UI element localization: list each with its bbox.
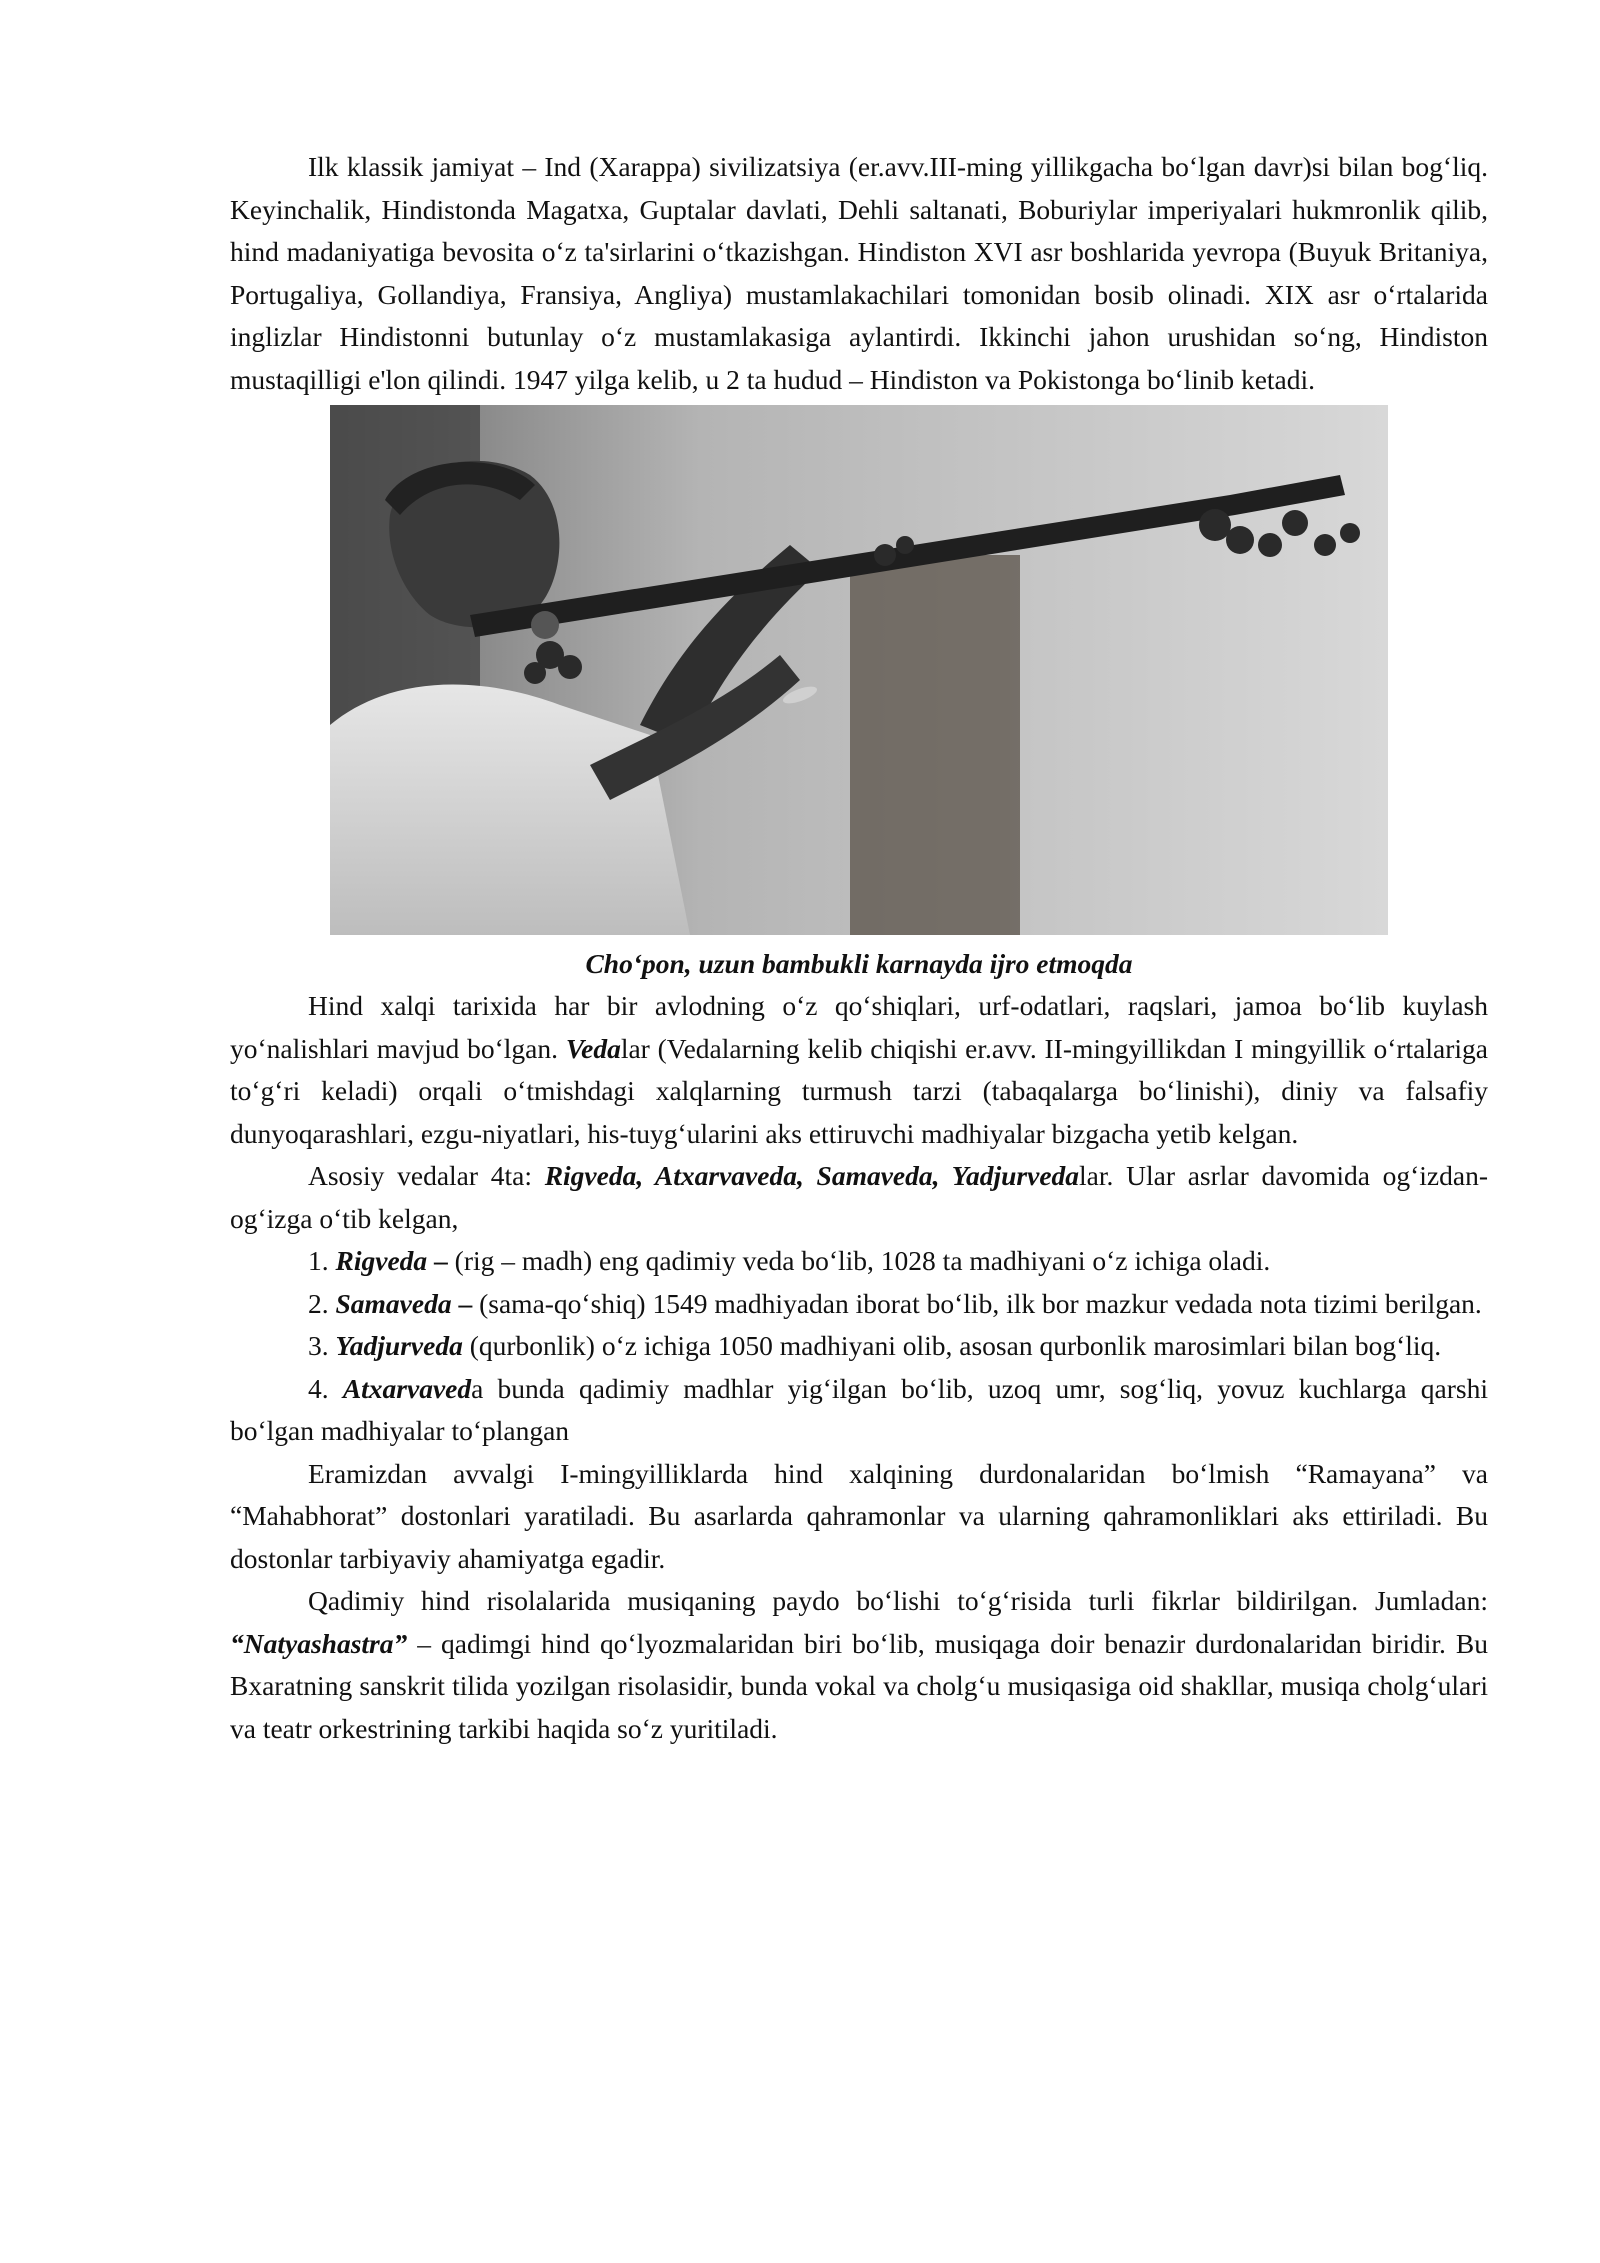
paragraph-main-vedas [230, 1155, 1488, 1240]
vedas-intro-rest: lar (Vedalarning kelib chiqishi er.avv. II-mingyillikdan I mingyillik o‘rtalariga to‘g‘ri keladi) orqali o‘tmishdagi xalqlarning turmush tarzi (tabaqalarga bo‘linishi), diniy va falsafiy dunyoqarashlari, ezgu-niyatlari, his-tuyg‘ularini aks ettiruvchi madhiyalar bizgacha yetib kelgan. [230, 1032, 1488, 1149]
list-number: 2. [308, 1287, 336, 1319]
list-item-rigveda [230, 1240, 1488, 1283]
yadjurveda-term: Yadjurveda [335, 1330, 463, 1361]
main-vedas-list: Rigveda, Atxarvaveda, Samaveda, Yadjurveda [544, 1160, 1080, 1191]
list-item-samaveda [230, 1283, 1488, 1326]
shepherd-photo [330, 405, 1388, 935]
list-item-atxarvaveda [230, 1368, 1488, 1453]
yadjurveda-description: (qurbonlik) o‘z ichiga 1050 madhiyani olib, asosan qurbonlik marosimlari bilan bog‘liq. [462, 1330, 1442, 1361]
list-item-yadjurveda [230, 1325, 1488, 1368]
shepherd-photo-illustration [330, 405, 1388, 935]
vedas-intro-text: Hind xalqi tarixida har bir avlodning o‘z qo‘shiqlari, urf-odatlari, raqslari, jamoa bo‘lib kuylash yo‘nalishlari mavjud bo‘lgan. [230, 990, 1488, 1064]
paragraph-treatises [230, 1580, 1488, 1750]
main-vedas-text: Asosiy vedalar 4ta: [308, 1160, 545, 1191]
paragraph-epics: Eramizdan avvalgi I-mingyilliklarda hind xalqining durdonalaridan bo‘lmish “Ramayana” va “Mahabhorat” dostonlari yaratiladi. Bu asarlarda qahramonlar va ularning qahramonliklari aks ettiriladi. Bu dostonlar tarbiyaviy ahamiyatga egadir. [230, 1457, 1488, 1574]
paragraph-vedas-intro [230, 985, 1488, 1155]
treatises-rest: – qadimgi hind qo‘lyozmalaridan biri bo‘lib, musiqaga doir benazir durdonalaridan biridir. Bu Bxaratning sanskrit tilida yozilgan risolasidir, bunda vokal va cholg‘u musiqasiga oid shakllar, musiqa cholg‘ulari va teatr orkestrining tarkibi haqida so‘z yuritiladi. [230, 1627, 1488, 1744]
veda-term: Veda [565, 1032, 621, 1064]
dash: – [427, 1245, 448, 1276]
atxarvaveda-description: a bunda qadimiy madhlar yig‘ilgan bo‘lib, uzoq umr, sog‘liq, yovuz kuchlarga qarshi bo‘lgan madhiyalar to‘plangan [230, 1372, 1488, 1446]
rigveda-term: Rigveda [335, 1245, 428, 1276]
treatises-text: Qadimiy hind risolalarida musiqaning paydo bo‘lishi to‘g‘risida turli fikrlar bildirilgan. Jumladan: [308, 1585, 1488, 1616]
photo-caption: Cho‘pon, uzun bambukli karnayda ijro etmoqda [585, 948, 1133, 979]
list-number: 1. [308, 1245, 336, 1276]
samaveda-description: (sama-qo‘shiq) 1549 madhiyadan iborat bo‘lib, ilk bor mazkur vedada nota tizimi berilgan. [472, 1287, 1482, 1319]
intro-paragraph: Ilk klassik jamiyat – Ind (Xarappa) sivilizatsiya (er.avv.III-ming yillikgacha bo‘lgan davr)si bilan bog‘liq. Keyinchalik, Hindistonda Magatxa, Guptalar davlati, Dehli saltanati, Boburiylar imperiyalari hukmronlik qilib, hind madaniyatiga bevosita o‘z ta'sirlarini o‘tkazishgan. Hindiston XVI asr boshlarida yevropa (Buyuk Britaniya, Portugaliya, Gollandiya, Fransiya, Angliya) mustamlakachilari tomonidan bosib olinadi. XIX asr o‘rtalarida inglizlar Hindistonni butunlay o‘z mustamlakasiga aylantirdi. Ikkinchi jahon urushidan so‘ng, Hindiston mustaqilligi e'lon qilindi. 1947 yilga kelib, u 2 ta hudud – Hindiston va Pokistonga bo‘linib ketadi. [230, 151, 1488, 395]
list-number: 4. [308, 1372, 343, 1404]
natyashastra-title: “Natyashastra” [230, 1627, 408, 1659]
dash: – [451, 1287, 473, 1319]
main-vedas-rest: lar. Ular asrlar davomida og‘izdan-og‘izga o‘tib kelgan, [230, 1160, 1488, 1234]
rigveda-description: (rig – madh) eng qadimiy veda bo‘lib, 1028 ta madhiyani o‘z ichiga oladi. [447, 1245, 1271, 1276]
atxarvaveda-term: Atxarvaved [342, 1372, 472, 1404]
document-page [230, 146, 1488, 1750]
list-number: 3. [308, 1330, 336, 1361]
samaveda-term: Samaveda [335, 1287, 452, 1319]
